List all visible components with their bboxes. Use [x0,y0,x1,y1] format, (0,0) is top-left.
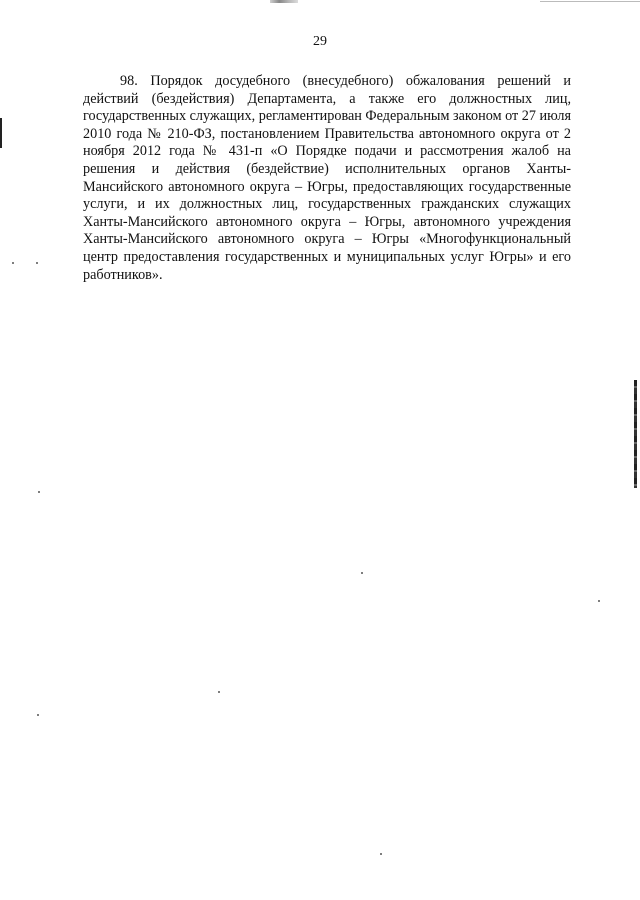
page-number: 29 [313,34,327,49]
scan-speck [37,714,39,716]
scan-speck [361,572,363,574]
scan-speck [12,262,14,264]
scan-speck [598,600,600,602]
scan-artifact-top-right [540,1,640,2]
scan-artifact-top [270,0,298,3]
scan-speck [36,262,38,264]
scan-speck [38,491,40,493]
scan-speck [218,691,220,693]
document-body [83,73,571,284]
scan-speck [380,853,382,855]
paragraph-98: 98. Порядок досудебного (внесудебного) обжалования решений и действий (бездействия) Департамента, а также его должностных лиц, государственных служащих, регламентирован Федеральным законом от 27 июля 2010 года № 210-ФЗ, постановлением Правительства автономного округа от 2 ноября 2012 года № 431-п «О Порядке подачи и рассмотрения жалоб на решения и действия (бездействие) исполнительных органов Ханты-Мансийского автономного округа – Югры, предоставляющих государственные услуги, и их должностных лиц, государственных гражданских служащих Ханты-Мансийского автономного округа – Югры, автономного учреждения Ханты-Мансийского автономного округа – Югры «Многофункциональный центр предоставления государственных и муниципальных услуг Югры» и его работников». [83,73,571,283]
scan-artifact-right-edge [634,380,637,488]
scan-artifact-left-edge [0,118,2,148]
